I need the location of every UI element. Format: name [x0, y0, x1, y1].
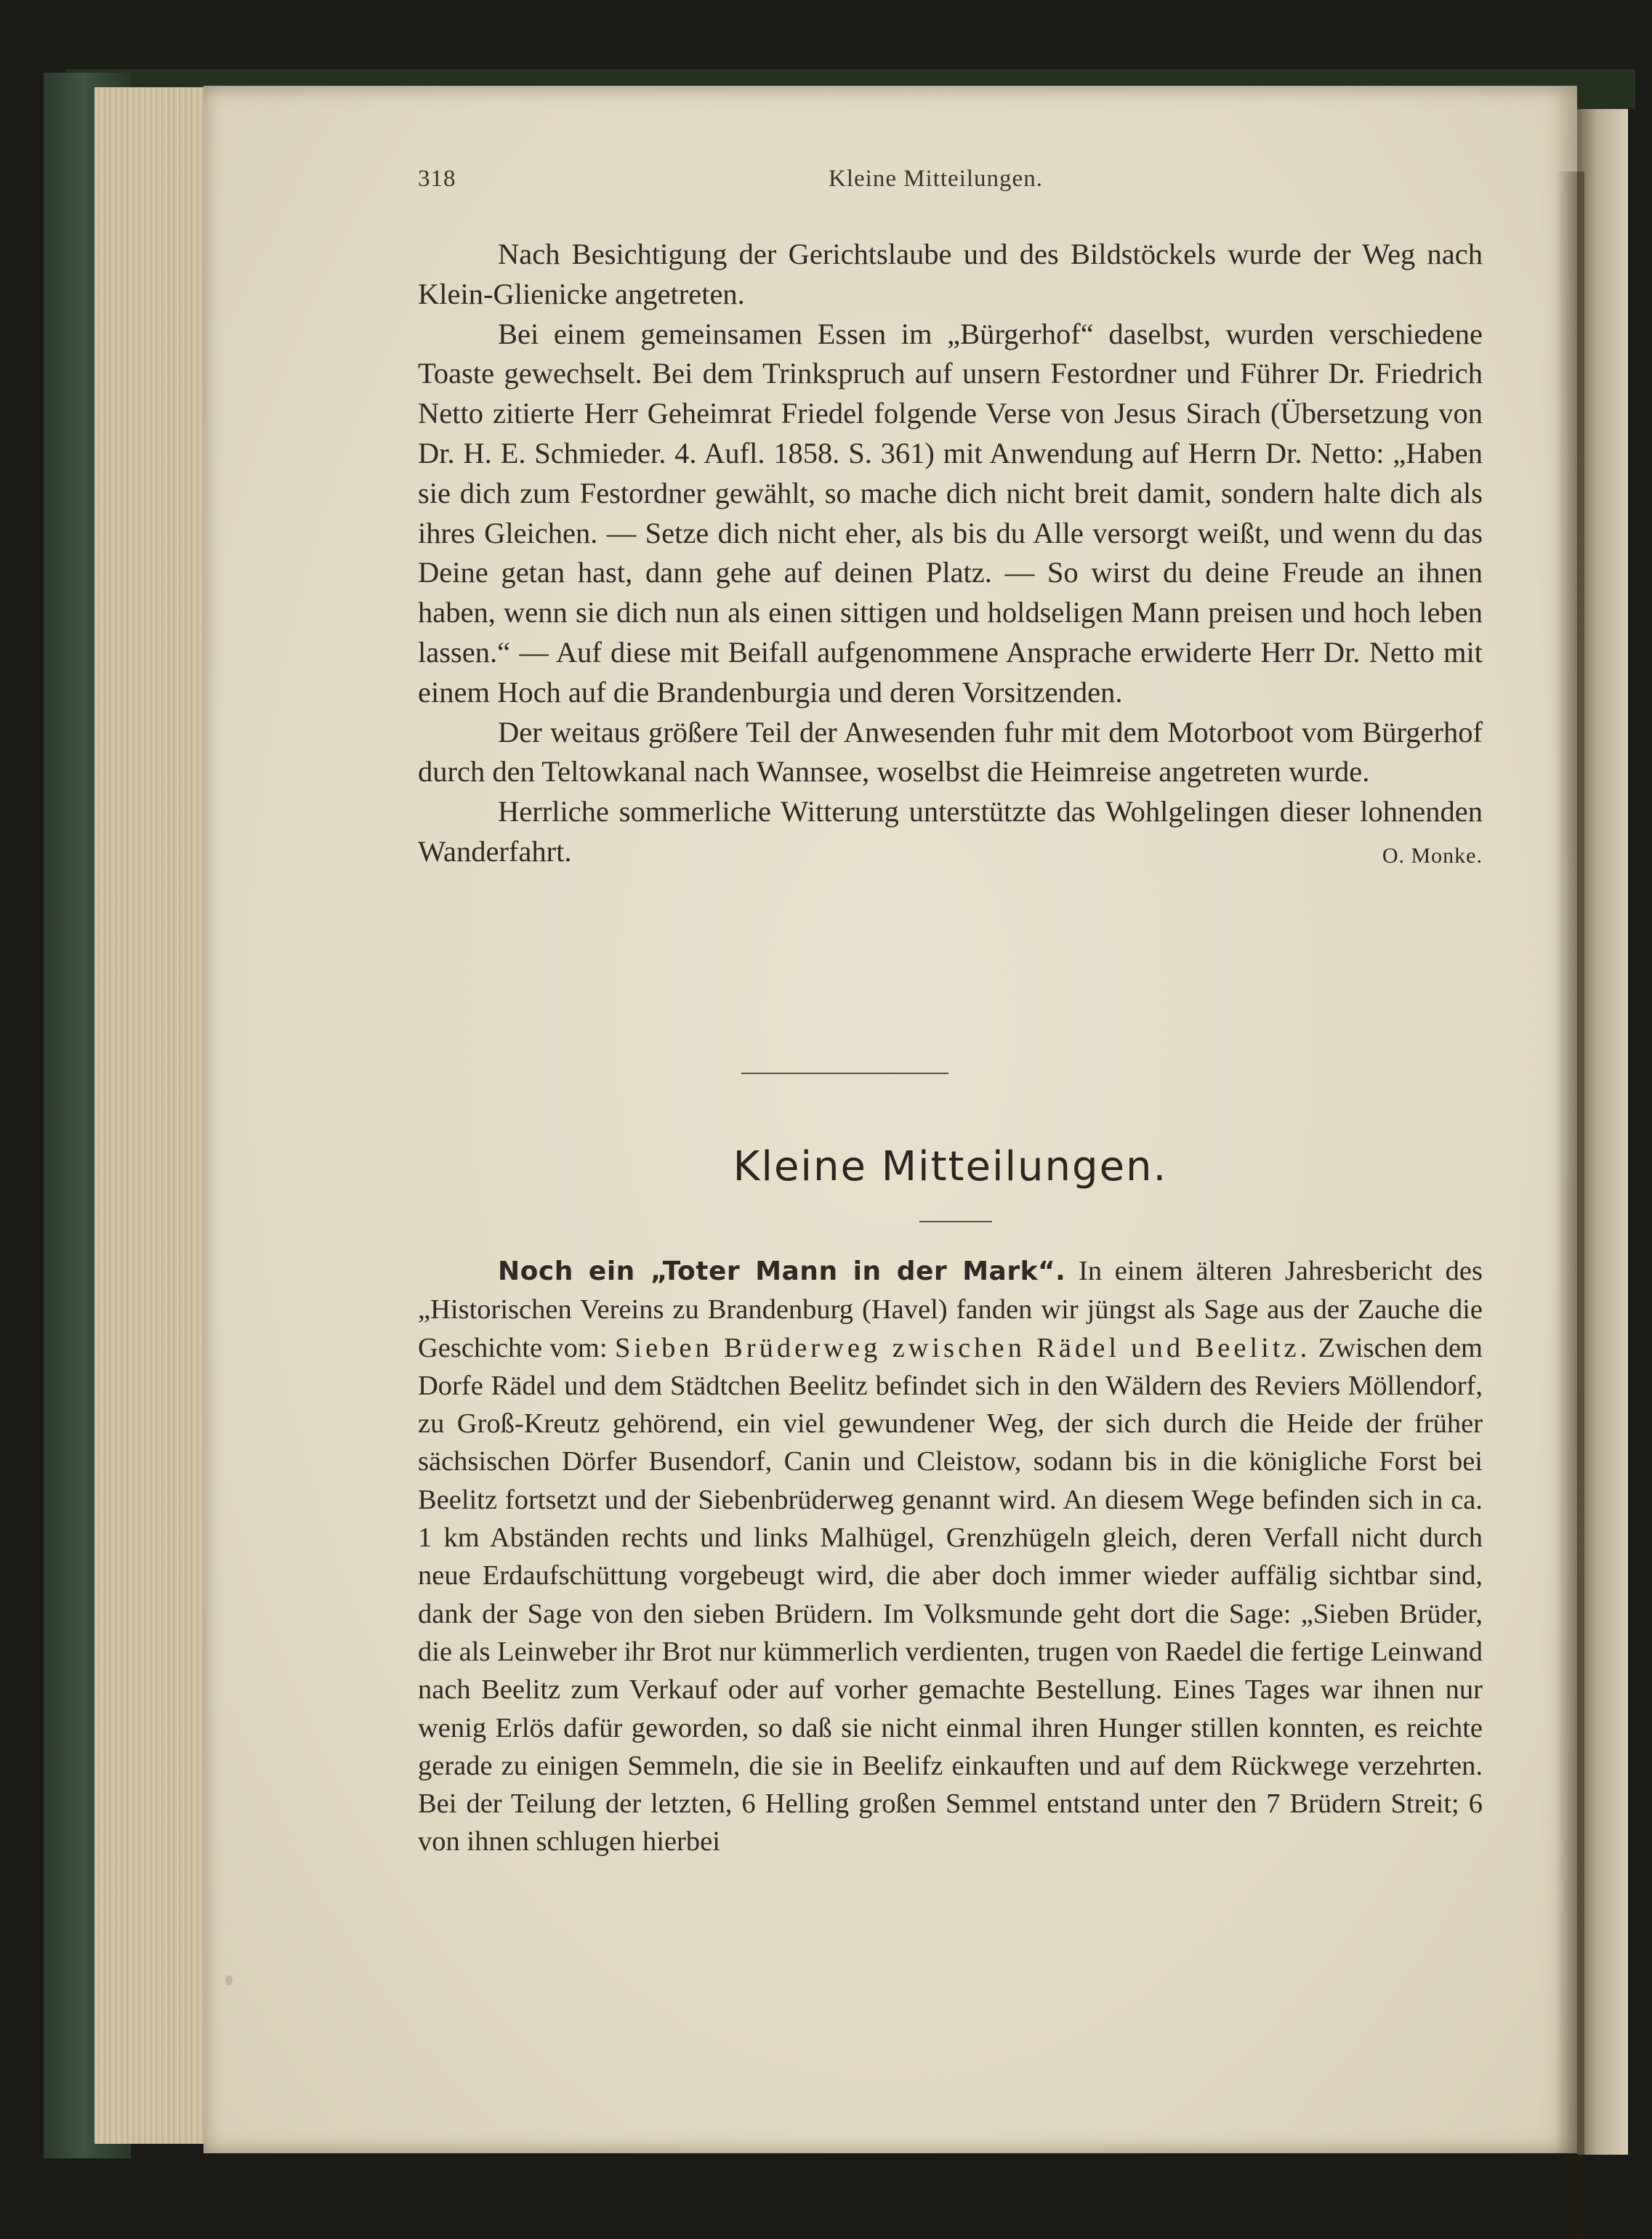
- report-paragraph: Nach Besichtigung der Gerichtslaube und des Bildstöckels wurde der Weg nach Klein-Glienicke angetreten.: [418, 238, 1483, 310]
- spine-shadow: [1555, 172, 1584, 2239]
- title-underline: [919, 1221, 992, 1222]
- article-paragraph: [418, 1252, 1483, 1861]
- facing-page-edge: [1577, 109, 1628, 2155]
- report-text: [418, 235, 1483, 876]
- article-text-part: In einem älteren Jahresbericht des „Historischen Vereins zu Brandenburg (Havel) fanden wir jüngst als Sage aus der Zauche die Geschichte vom:: [418, 1256, 1483, 1363]
- page-number: 318: [418, 166, 456, 192]
- paper-spot: [225, 1975, 233, 1985]
- author-signature: O. Monke.: [1382, 843, 1483, 868]
- article-text-part: Zwischen dem Dorfe Rädel und dem Städtchen Beelitz befindet sich in den Wäldern des Reviers Möllendorf, zu Groß-Kreutz gehörend, ein viel gewundener Weg, der sich durch die Heide der früher sächsischen Dörfer Busendorf, Canin und Cleistow, sodann bis in die königliche Forst bei Beelitz fortsetzt und der Siebenbrüderweg genannt wird. An diesem Wege befinden sich in ca. 1 km Abständen rechts und links Malhügel, Grenzhügeln gleich, deren Verfall nicht durch neue Erdaufschüttung vorgebeugt wird, die aber doch immer wieder auffälig sichtbar sind, dank der Sage von den sieben Brüdern. Im Volksmunde geht dort die Sage: „Sieben Brüder, die als Leinweber ihr Brot nur kümmerlich verdienten, trugen von Raedel die fertige Leinwand nach Beelitz zum Verkauf oder auf vorher gemachte Bestellung. Eines Tages war ihnen nur wenig Erlös dafür geworden, so daß sie nicht einmal ihren Hunger stillen konnten, es reichte gerade zu einigen Semmeln, die sie in Beelifz einkauften und auf dem Rückwege verzehrten. Bei der Teilung der letzten, 6 Helling großen Semmel entstand unter den 7 Brüdern Streit; 6 von ihnen schlugen hierbei: [418, 1332, 1483, 1857]
- book-page: [204, 86, 1577, 2153]
- report-paragraph: Der weitaus größere Teil der Anwesenden fuhr mit dem Motorboot vom Bürgerhof durch den Teltowkanal nach Wannsee, woselbst die Heimreise angetreten wurde.: [418, 715, 1483, 788]
- report-paragraph-text: Herrliche sommerliche Witterung unterstützte das Wohlgelingen dieser lohnenden Wanderfahrt.: [418, 795, 1483, 868]
- running-head-title: Kleine Mitteilungen.: [829, 166, 1043, 192]
- article-lead-in: Noch ein „Toter Mann in der Mark“.: [498, 1256, 1066, 1286]
- article-text: [418, 1252, 1483, 1861]
- report-paragraph: Bei einem gemeinsamen Essen im „Bürgerhof“ daselbst, wurden verschiedene Toaste gewechselt. Bei dem Trinkspruch auf unsern Festordner und Führer Dr. Friedrich Netto zitierte Herr Geheimrat Friedel folgende Verse von Jesus Sirach (Übersetzung von Dr. H. E. Schmieder. 4. Aufl. 1858. S. 361) mit Anwendung auf Herrn Dr. Netto: „Haben sie dich zum Festordner gewählt, so mache dich nicht breit damit, sondern halte dich als ihres Gleichen. — Setze dich nicht eher, als bis du Alle versorgt weißt, und wenn du das Deine getan hast, dann gehe auf deinen Platz. — So wirst du deine Freude an ihnen haben, wenn sie dich nun als einen sittigen und holdseligen Mann preisen und hoch leben lassen.“ — Auf diese mit Beifall aufgenommene Ansprache erwiderte Herr Dr. Netto mit einem Hoch auf die Brandenburgia und deren Vorsitzenden.: [418, 317, 1483, 709]
- report-paragraph: [418, 792, 1483, 872]
- separator-rule: [741, 1073, 948, 1074]
- running-head: [418, 166, 1483, 195]
- article-spaced-title: Sieben Brüderweg zwischen Rädel und Beelitz.: [614, 1332, 1311, 1363]
- section-title: Kleine Mitteilungen.: [733, 1143, 1168, 1190]
- page-edges: [94, 87, 205, 2144]
